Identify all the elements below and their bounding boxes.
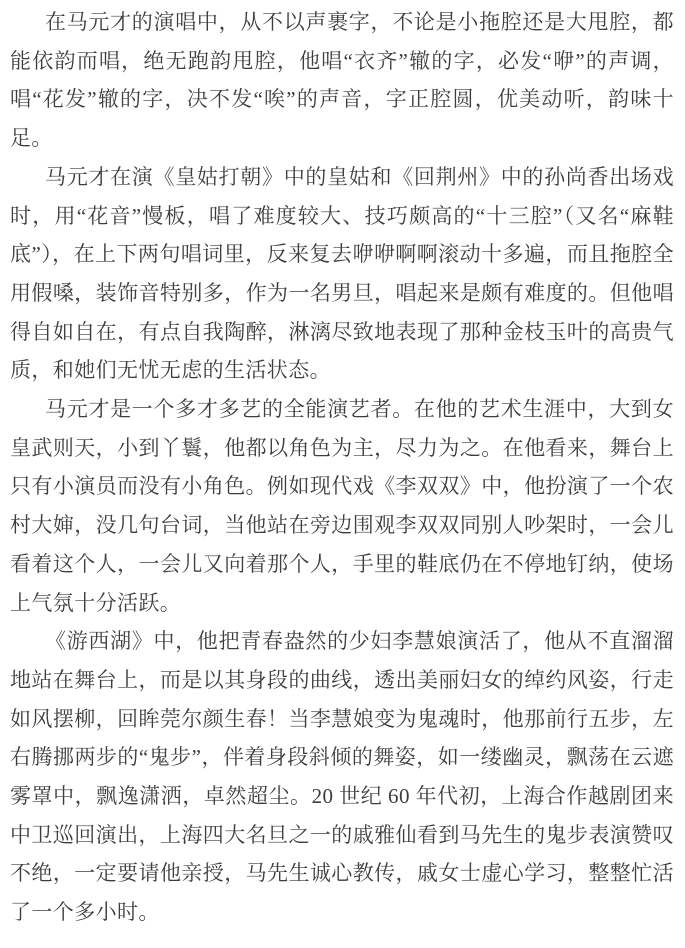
paragraph-thirteen-qiang: 马元才在演《皇姑打朝》中的皇姑和《回荆州》中的孙尚香出场戏时，用“花音”慢板，唱了难度较大、技巧颇高的“十三腔”（又名“麻鞋底”），在上下两句唱词里，反来复去咿咿啊啊滚动十多遍，而且拖腔全用假嗓，装饰音特别多，作为一名男旦，唱起来是颇有难度的。但他唱得自如自在，有点自我陶醉，淋漓尽致地表现了那种金枝玉叶的高贵气质，和她们无忧无虑的生活状态。 [10,164,674,383]
paragraph-singing-style: 在马元才的演唱中，从不以声裹字，不论是小拖腔还是大甩腔，都能依韵而唱，绝无跑韵甩腔，他唱“衣齐”辙的字，必发“咿”的声调，唱“花发”辙的字，决不发“唉”的声音，字正腔圆，优美动听，韵味十足。 [10,10,674,151]
paragraph-you-xihu-ghost-step: 《游西湖》中，他把青春盎然的少妇李慧娘演活了，他从不直溜溜地站在舞台上，而是以其身段的曲线，透出美丽妇女的绰约风姿，行走如风摆柳，回眸莞尔颜生春！当李慧娘变为鬼魂时，他那前行五步，左右腾挪两步的“鬼步”，伴着身段斜倾的舞姿，如一缕幽灵，飘荡在云遮雾罩中，飘逸潇洒，卓然超尘。20 世纪 60 年代初，上海合作越剧团来中卫巡回演出，上海四大名旦之一的戚雅仙看到马先生的鬼步表演赞叹不绝，一定要请他亲授，马先生诚心教传，戚女士虚心学习，整整忙活了一个多小时。 [10,629,674,925]
paragraph-versatile-performer: 马元才是一个多才多艺的全能演艺者。在他的艺术生涯中，大到女皇武则天，小到丫鬟，他都以角色为主，尽力为之。在他看来，舞台上只有小演员而没有小角色。例如现代戏《李双双》中，他扮演了一个农村大婶，没几句台词，当他站在旁边围观李双双同别人吵架时，一会儿看着这个人，一会儿又向着那个人，手里的鞋底仍在不停地钉纳，使场上气氛十分活跃。 [10,397,674,615]
